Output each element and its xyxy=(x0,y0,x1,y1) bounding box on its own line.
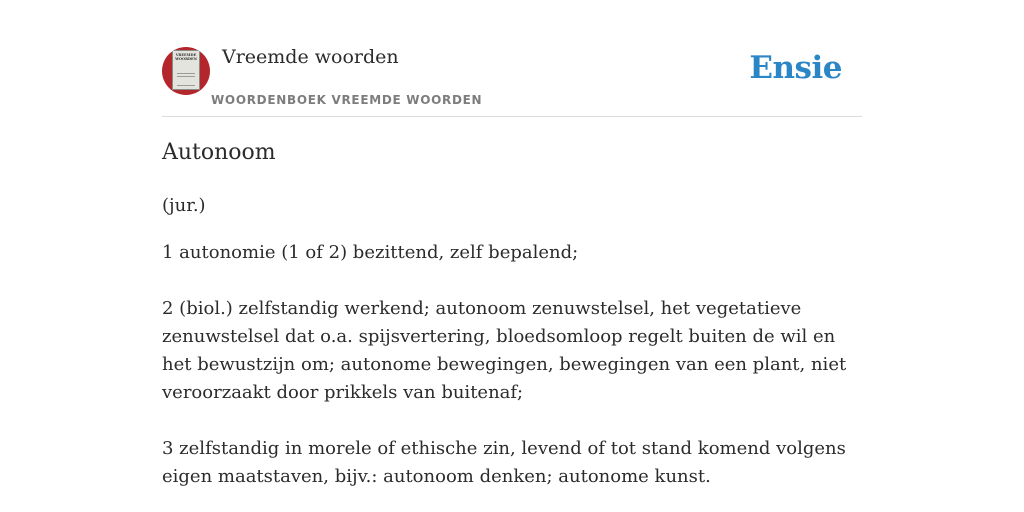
source-avatar[interactable] xyxy=(162,47,210,95)
definition-list xyxy=(162,239,867,491)
book-cover-image xyxy=(172,50,200,90)
entry-headword: Autonoom xyxy=(162,140,276,165)
entry-domain-label: (jur.) xyxy=(162,195,206,216)
source-header xyxy=(162,44,862,117)
definition-item: 1 autonomie (1 of 2) bezittend, zelf bepalend; xyxy=(162,242,579,263)
source-name-link[interactable]: Vreemde woorden xyxy=(222,46,399,68)
source-subtitle: WOORDENBOEK VREEMDE WOORDEN xyxy=(211,93,483,107)
definition-item: 2 (biol.) zelfstandig werkend; autonoom zenuwstelsel, het vegetatieve zenuwstelsel dat o.a. spijsvertering, bloedsomloop regelt buiten de wil en het bewustzijn om; autonome bewegingen, bewegingen van een plant, niet veroorzaakt door prikkels van buitenaf; xyxy=(162,298,847,403)
book-cover-line xyxy=(177,76,195,77)
ensie-logo[interactable]: Ensie xyxy=(749,50,842,86)
book-cover-line xyxy=(177,73,195,74)
definition-item: 3 zelfstandig in morele of ethische zin, levend of tot stand komend volgens eigen maatstaven, bijv.: autonoom denken; autonome kunst. xyxy=(162,438,846,487)
book-cover-title: VREEMDE WOORDEN xyxy=(175,53,197,61)
book-cover-line xyxy=(177,85,195,86)
